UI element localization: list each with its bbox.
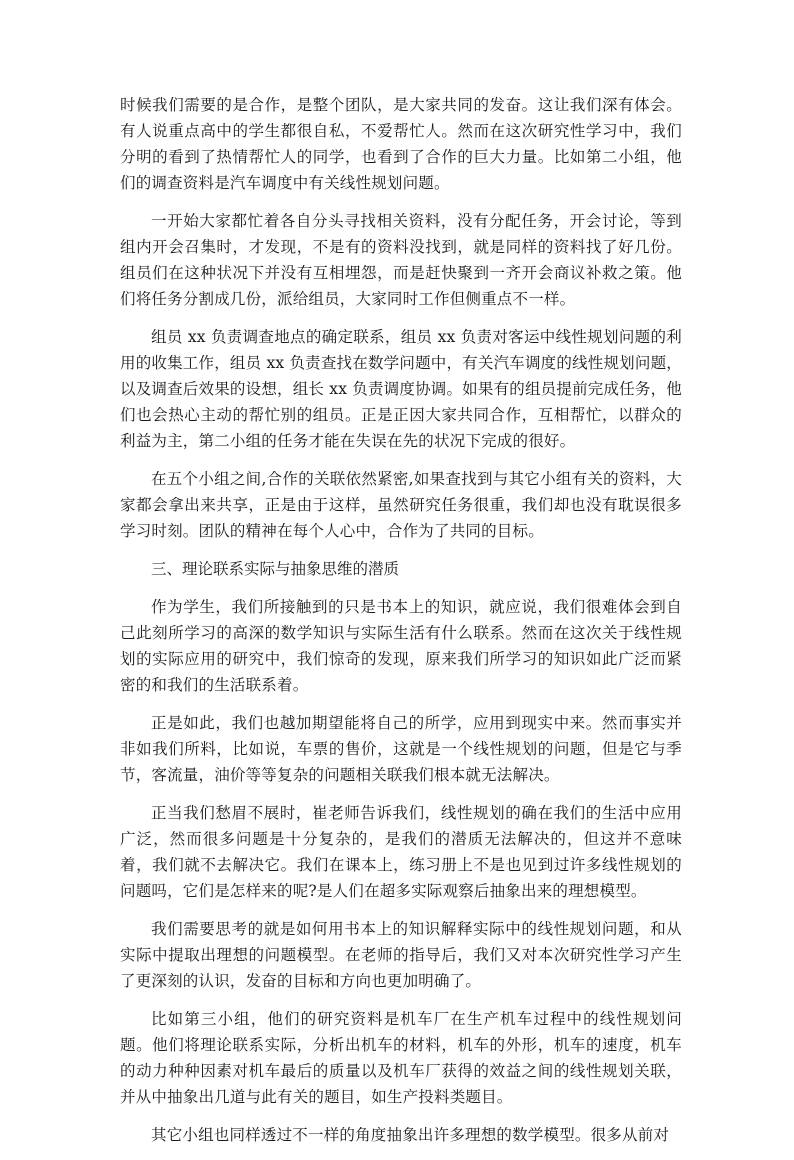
paragraph-8: 我们需要思考的就是如何用书本上的知识解释实际中的线性规划问题，和从实际中提取出理想的问题模型。在老师的指导后，我们又对本次研究性学习产生了更深刻的认识，发奋的目标和方向也更加明确了。 [120,920,682,990]
paragraph-2: 一开始大家都忙着各自分头寻找相关资料，没有分配任务，开会讨论，等到组内开会召集时，才发现，不是有的资料没找到，就是同样的资料找了好几份。组员们在这种状况下并没有互相埋怨，而是赶快聚到一齐开会商议补救之策。他们将任务分割成几份，派给组员，大家同时工作但侧重点不一样。 [120,212,682,308]
document-body [120,92,682,1160]
paragraph-9: 比如第三小组，他们的研究资料是机车厂在生产机车过程中的线性规划问题。他们将理论联系实际，分析出机车的材料，机车的外形，机车的速度，机车的动力种种因素对机车最后的质量以及机车厂获得的效益之间的线性规划关联，并从中抽象出几道与此有关的题目，如生产投料类题目。 [120,1010,682,1106]
paragraph-3: 组员 xx 负责调查地点的确定联系，组员 xx 负责对客运中线性规划问题的利用的收集工作，组员 xx 负责查找在数学问题中，有关汽车调度的线性规划问题，以及调查后效果的设想，组长 xx 负责调度协调。如果有的组员提前完成任务，他们也会热心主动的帮忙别的组员。正是正因大家共同合作，互相帮忙，以群众的利益为主，第二小组的任务才能在失误在先的状况下完成的很好。 [120,328,682,450]
paragraph-4: 在五个小组之间,合作的关联依然紧密,如果查找到与其它小组有关的资料，大家都会拿出来共享，正是由于这样，虽然研究任务很重，我们却也没有耽误很多学习时刻。团队的精神在每个人心中，合作为了共同的目标。 [120,470,682,540]
paragraph-10: 其它小组也同样透过不一样的角度抽象出许多理想的数学模型。很多从前对 [151,1126,670,1144]
section-heading: 三、理论联系实际与抽象思维的潜质 [151,560,400,578]
paragraph-1: 时候我们需要的是合作，是整个团队，是大家共同的发奋。这让我们深有体会。有人说重点高中的学生都很自私，不爱帮忙人。然而在这次研究性学习中，我们分明的看到了热情帮忙人的同学，也看到了合作的巨大力量。比如第二小组，他们的调查资料是汽车调度中有关线性规划问题。 [120,96,682,192]
paragraph-7: 正当我们愁眉不展时，崔老师告诉我们，线性规划的确在我们的生活中应用广泛，然而很多问题是十分复杂的，是我们的潜质无法解决的，但这并不意味着，我们就不去解决它。我们在课本上，练习册上不是也见到过许多线性规划的问题吗，它们是怎样来的呢?是人们在超多实际观察后抽象出来的理想模型。 [120,804,682,900]
paragraph-5: 作为学生，我们所接触到的只是书本上的知识，就应说，我们很难体会到自己此刻所学习的高深的数学知识与实际生活有什么联系。然而在这次关于线性规划的实际应用的研究中，我们惊奇的发现，原来我们所学习的知识如此广泛而紧密的和我们的生活联系着。 [120,598,682,694]
paragraph-6: 正是如此，我们也越加期望能将自己的所学，应用到现实中来。然而事实并非如我们所料，比如说，车票的售价，这就是一个线性规划的问题，但是它与季节，客流量，油价等等复杂的问题相关联我们根本就无法解决。 [120,714,682,784]
